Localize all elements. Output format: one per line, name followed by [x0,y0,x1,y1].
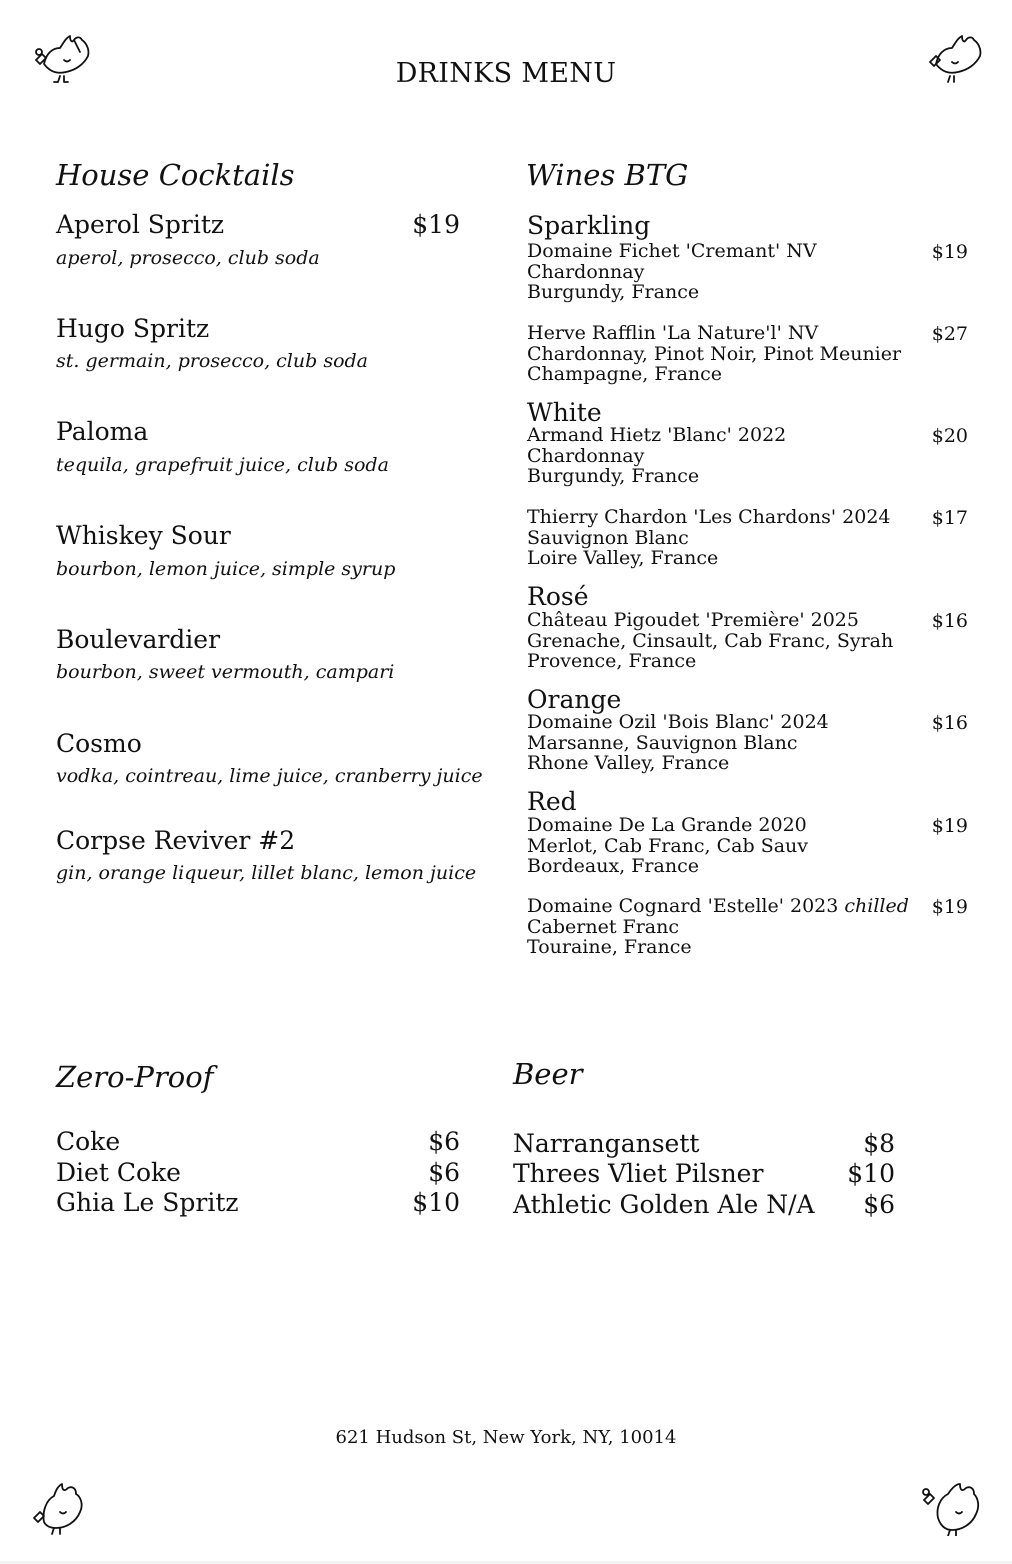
bird-holding-bottle-icon [920,1482,982,1536]
beer-item-price: $6 [863,1190,895,1219]
wine-region: Provence, France [527,650,697,672]
wine-name-line [527,896,927,917]
section-heading-beer: Beer [513,1057,583,1091]
wine-grapes: Chardonnay, Pinot Noir, Pinot Meunier [527,342,902,365]
wine-region: Touraine, France [527,936,692,958]
section-heading-wines-btg: Wines BTG [526,158,689,192]
wine-price: $16 [931,610,968,632]
cocktail-description: aperol, prosecco, club soda [56,247,320,269]
zero-proof-item-price: $6 [428,1127,460,1156]
wine-grapes: Marsanne, Sauvignon Blanc [527,731,798,754]
cocktail-description: st. germain, prosecco, club soda [56,350,369,372]
cocktail-name: Cosmo [56,729,142,758]
wine-entry [527,507,927,569]
zero-proof-item-price: $10 [412,1188,460,1217]
cocktail-name: Paloma [56,417,149,446]
wine-entry [527,241,927,303]
wine-entry [527,815,927,877]
zero-proof-item-price: $6 [428,1158,460,1187]
cocktail-description: bourbon, lemon juice, simple syrup [56,558,396,580]
wine-grapes: Grenache, Cinsault, Cab Franc, Syrah [527,629,894,652]
wine-name: Domaine Cognard 'Estelle' 2023 [527,895,839,917]
beer-item-name: Narrangansett [513,1129,700,1158]
wine-category-label: Orange [527,685,622,714]
wine-price: $19 [931,241,968,263]
wine-region: Burgundy, France [527,465,700,487]
wine-price: $17 [931,507,968,529]
cocktail-name: Corpse Reviver #2 [56,826,296,855]
beer-item-name: Athletic Golden Ale N/A [513,1190,815,1219]
cocktail-description: vodka, cointreau, lime juice, cranberry juice [56,765,483,787]
wine-category-label: White [527,398,602,427]
cocktail-name: Hugo Spritz [56,314,210,343]
beer-item-name: Threes Vliet Pilsner [513,1159,764,1188]
wine-category-label: Sparkling [527,211,651,240]
wine-price: $16 [931,712,968,734]
wine-entry [527,712,927,774]
section-heading-house-cocktails: House Cocktails [56,158,295,192]
cocktail-price: $19 [412,210,460,239]
zero-proof-item-name: Coke [56,1127,121,1156]
page-title: DRINKS MENU [395,58,617,89]
wine-entry [527,425,927,487]
cocktail-name: Aperol Spritz [56,210,225,239]
cocktail-description: bourbon, sweet vermouth, campari [56,661,395,683]
wine-name: Château Pigoudet 'Première' 2025 [527,609,859,631]
wine-region: Loire Valley, France [527,547,719,569]
wine-price: $20 [931,425,968,447]
wine-price: $27 [931,323,968,345]
wine-price: $19 [931,815,968,837]
wine-name: Domaine Ozil 'Bois Blanc' 2024 [527,711,829,733]
wine-category-label: Rosé [527,582,589,611]
wine-category-label: Red [527,787,577,816]
wine-entry [527,610,927,672]
zero-proof-item-name: Ghia Le Spritz [56,1188,239,1217]
wine-price: $19 [931,896,968,918]
wine-grapes: Cabernet Franc [527,915,679,938]
wine-entry [527,323,927,385]
section-heading-zero-proof: Zero-Proof [56,1060,214,1094]
wine-grapes: Merlot, Cab Franc, Cab Sauv [527,834,809,857]
wine-region: Rhone Valley, France [527,752,730,774]
restaurant-address: 621 Hudson St, New York, NY, 10014 [335,1427,677,1448]
cocktail-name: Boulevardier [56,625,221,654]
wine-name: Herve Rafflin 'La Nature'l' NV [527,322,819,344]
cocktail-description: gin, orange liqueur, lillet blanc, lemon juice [56,862,477,884]
wine-name: Domaine Fichet 'Cremant' NV [527,240,817,262]
wine-region: Champagne, France [527,363,723,385]
wine-entry [527,896,927,958]
cocktail-description: tequila, grapefruit juice, club soda [56,454,389,476]
bird-holding-bottle-icon [30,1482,86,1536]
cocktail-name: Whiskey Sour [56,521,231,550]
beer-item-price: $10 [847,1159,895,1188]
wine-region: Burgundy, France [527,281,700,303]
zero-proof-item-name: Diet Coke [56,1158,181,1187]
wine-name: Domaine De La Grande 2020 [527,814,807,836]
wine-region: Bordeaux, France [527,855,699,877]
beer-item-price: $8 [863,1129,895,1158]
wine-grapes: Chardonnay [527,260,645,283]
wine-grapes: Chardonnay [527,444,645,467]
wine-name: Armand Hietz 'Blanc' 2022 [527,424,787,446]
wine-grapes: Sauvignon Blanc [527,526,689,549]
wine-name: Thierry Chardon 'Les Chardons' 2024 [527,506,891,528]
wine-note: chilled [844,895,909,917]
